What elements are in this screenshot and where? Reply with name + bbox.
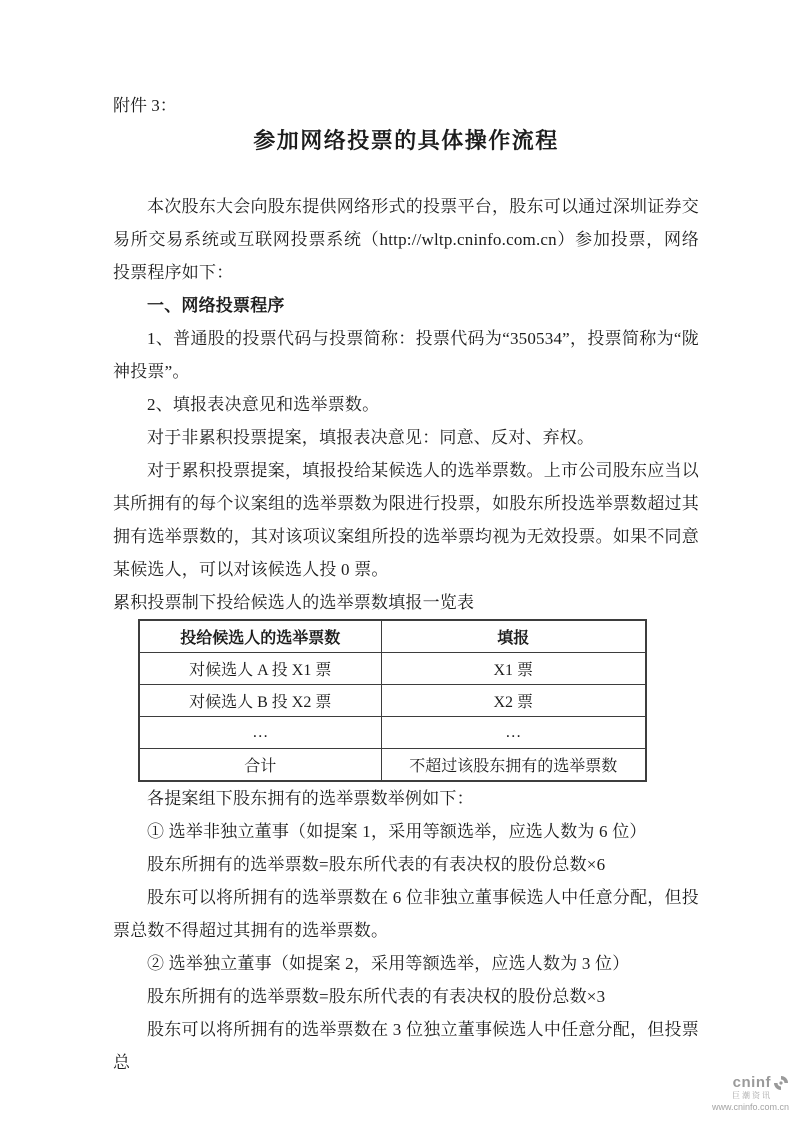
cninfo-url: www.cninfo.com.cn bbox=[711, 1102, 789, 1112]
paragraph-allocation-6: 股东可以将所拥有的选举票数在 6 位非独立董事候选人中任意分配，但投票总数不得超过其拥有的选举票数。 bbox=[113, 888, 699, 940]
cninfo-brand-text: cninf bbox=[732, 1074, 771, 1091]
table-cell: 合计 bbox=[139, 749, 381, 782]
document-content bbox=[113, 95, 699, 1079]
table-cell: 对候选人 A 投 X1 票 bbox=[139, 653, 381, 685]
page-title: 参加网络投票的具体操作流程 bbox=[253, 128, 559, 153]
paragraph-non-cumulative: 对于非累积投票提案，填报表决意见：同意、反对、弃权。 bbox=[147, 428, 595, 447]
intro-paragraph: 本次股东大会向股东提供网络形式的投票平台，股东可以通过深圳证券交易所交易系统或互联网投票系统（http://wltp.cninfo.com.cn）参加投票，网络投票程序如下： bbox=[113, 197, 699, 282]
paragraph-formula-x6: 股东所拥有的选举票数=股东所代表的有表决权的股份总数×6 bbox=[147, 855, 606, 874]
table-header-row bbox=[139, 620, 646, 653]
section-heading-voting-procedure: 一、网络投票程序 bbox=[147, 296, 285, 315]
table-cell: 对候选人 B 投 X2 票 bbox=[139, 685, 381, 717]
table-cell: 不超过该股东拥有的选举票数 bbox=[381, 749, 646, 782]
table-row bbox=[139, 717, 646, 749]
paragraph-formula-x3: 股东所拥有的选举票数=股东所代表的有表决权的股份总数×3 bbox=[147, 987, 606, 1006]
cninfo-chinese-name: 巨潮资讯 bbox=[732, 1091, 772, 1100]
paragraph-vote-code: 1、普通股的投票代码与投票简称：投票代码为“350534”，投票简称为“陇神投票”。 bbox=[113, 329, 699, 381]
cninfo-logo-row bbox=[712, 1075, 789, 1091]
table-caption: 累积投票制下投给候选人的选举票数填报一览表 bbox=[113, 593, 475, 612]
paragraph-elect-nonindependent: ① 选举非独立董事（如提案 1，采用等额选举，应选人数为 6 位） bbox=[147, 822, 647, 841]
table-cell: … bbox=[139, 717, 381, 749]
attachment-label: 附件 3： bbox=[113, 96, 177, 115]
table-row bbox=[139, 653, 646, 685]
paragraph-cumulative: 对于累积投票提案，填报投给某候选人的选举票数。上市公司股东应当以其所拥有的每个议案组的选举票数为限进行投票，如股东所投选举票数超过其拥有选举票数的，其对该项议案组所投的选举票均视为无效投票。如果不同意某候选人，可以对该候选人投 0 票。 bbox=[113, 461, 699, 579]
cninfo-swirl-icon bbox=[773, 1075, 789, 1091]
paragraph-elect-independent: ② 选举独立董事（如提案 2，采用等额选举，应选人数为 3 位） bbox=[147, 954, 630, 973]
cumulative-vote-table bbox=[138, 619, 647, 782]
paragraph-allocation-3: 股东可以将所拥有的选举票数在 3 位独立董事候选人中任意分配，但投票总 bbox=[113, 1020, 699, 1072]
table-cell: … bbox=[381, 717, 646, 749]
paragraph-fill-opinions: 2、填报表决意见和选举票数。 bbox=[147, 395, 380, 414]
table-cell: X2 票 bbox=[381, 685, 646, 717]
cninfo-logo bbox=[712, 1075, 789, 1113]
paragraph-example-intro: 各提案组下股东拥有的选举票数举例如下： bbox=[147, 789, 474, 808]
table-row-total bbox=[139, 749, 646, 782]
table-cell: X1 票 bbox=[381, 653, 646, 685]
table-row bbox=[139, 685, 646, 717]
table-header-votes: 投给候选人的选举票数 bbox=[139, 620, 381, 653]
table-header-fill: 填报 bbox=[381, 620, 646, 653]
